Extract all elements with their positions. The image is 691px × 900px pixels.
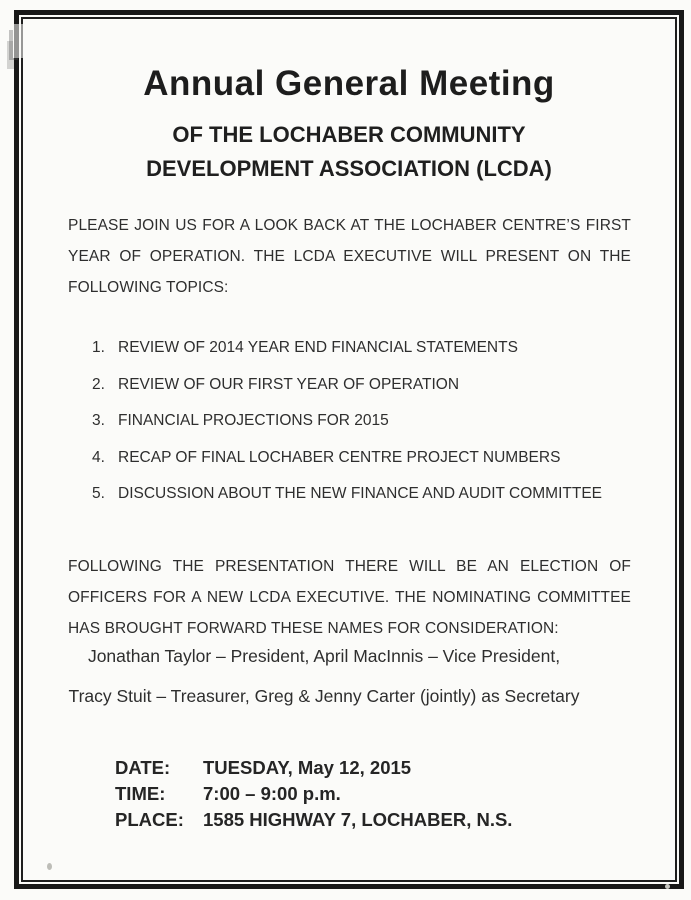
agenda-item-5 [92,483,612,504]
agenda-item-number: 4. [92,448,105,466]
detail-row-date [115,755,512,781]
agenda-item-text: REVIEW OF OUR FIRST YEAR OF OPERATION [118,375,460,393]
agenda-item-text: FINANCIAL PROJECTIONS FOR 2015 [118,412,389,429]
scan-artifact-border-dropout [13,24,26,58]
subtitle-line-2: DEVELOPMENT ASSOCIATION (LCDA) [146,156,552,181]
page-title: Annual General Meeting [143,64,555,103]
agenda-item-1 [92,337,612,358]
detail-label-place: PLACE: [115,809,184,830]
nominees-line-1: Jonathan Taylor – President, April MacInnis – Vice President, [87,646,561,666]
detail-value-time: 7:00 – 9:00 p.m. [203,783,341,804]
event-details [115,755,512,833]
scan-artifact-speck [47,863,52,870]
detail-value-date: TUESDAY, May 12, 2015 [203,757,412,778]
nominees-line-2: Tracy Stuit – Treasurer, Greg & Jenny Carter (jointly) as Secretary [68,686,580,706]
subtitle-line-1: OF THE LOCHABER COMMUNITY [172,122,526,147]
detail-label-date: DATE: [115,757,171,778]
agenda-item-4 [92,447,612,468]
agenda-item-number: 2. [92,375,105,393]
page-subtitle [14,118,684,186]
detail-label-time: TIME: [115,783,166,804]
detail-value-place: 1585 HIGHWAY 7, LOCHABER, N.S. [203,809,513,830]
intro-paragraph: PLEASE JOIN US FOR A LOOK BACK AT THE LOCHABER CENTRE’S FIRST YEAR OF OPERATION. THE LCDA EXECUTIVE WILL PRESENT ON THE FOLLOWING TOPICS: [68,217,631,296]
agenda-item-number: 1. [92,339,105,356]
agenda-item-number: 3. [92,412,105,429]
detail-row-place [115,807,512,833]
agenda-item-2 [92,374,612,395]
agenda-item-3 [92,410,612,431]
agenda-item-text: DISCUSSION ABOUT THE NEW FINANCE AND AUDIT COMMITTEE [118,485,603,502]
agenda-item-number: 5. [92,485,105,502]
agenda-list [92,337,612,520]
election-paragraph: FOLLOWING THE PRESENTATION THERE WILL BE AN ELECTION OF OFFICERS FOR A NEW LCDA EXECUTIVE. THE NOMINATING COMMITTEE HAS BROUGHT FORWARD THESE NAMES FOR CONSIDERATION: [68,558,631,637]
agenda-item-text: REVIEW OF 2014 YEAR END FINANCIAL STATEMENTS [118,339,518,356]
detail-row-time [115,781,512,807]
nominees-section [68,645,580,707]
agenda-item-text: RECAP OF FINAL LOCHABER CENTRE PROJECT NUMBERS [118,448,561,466]
scan-artifact-speck [665,884,670,889]
